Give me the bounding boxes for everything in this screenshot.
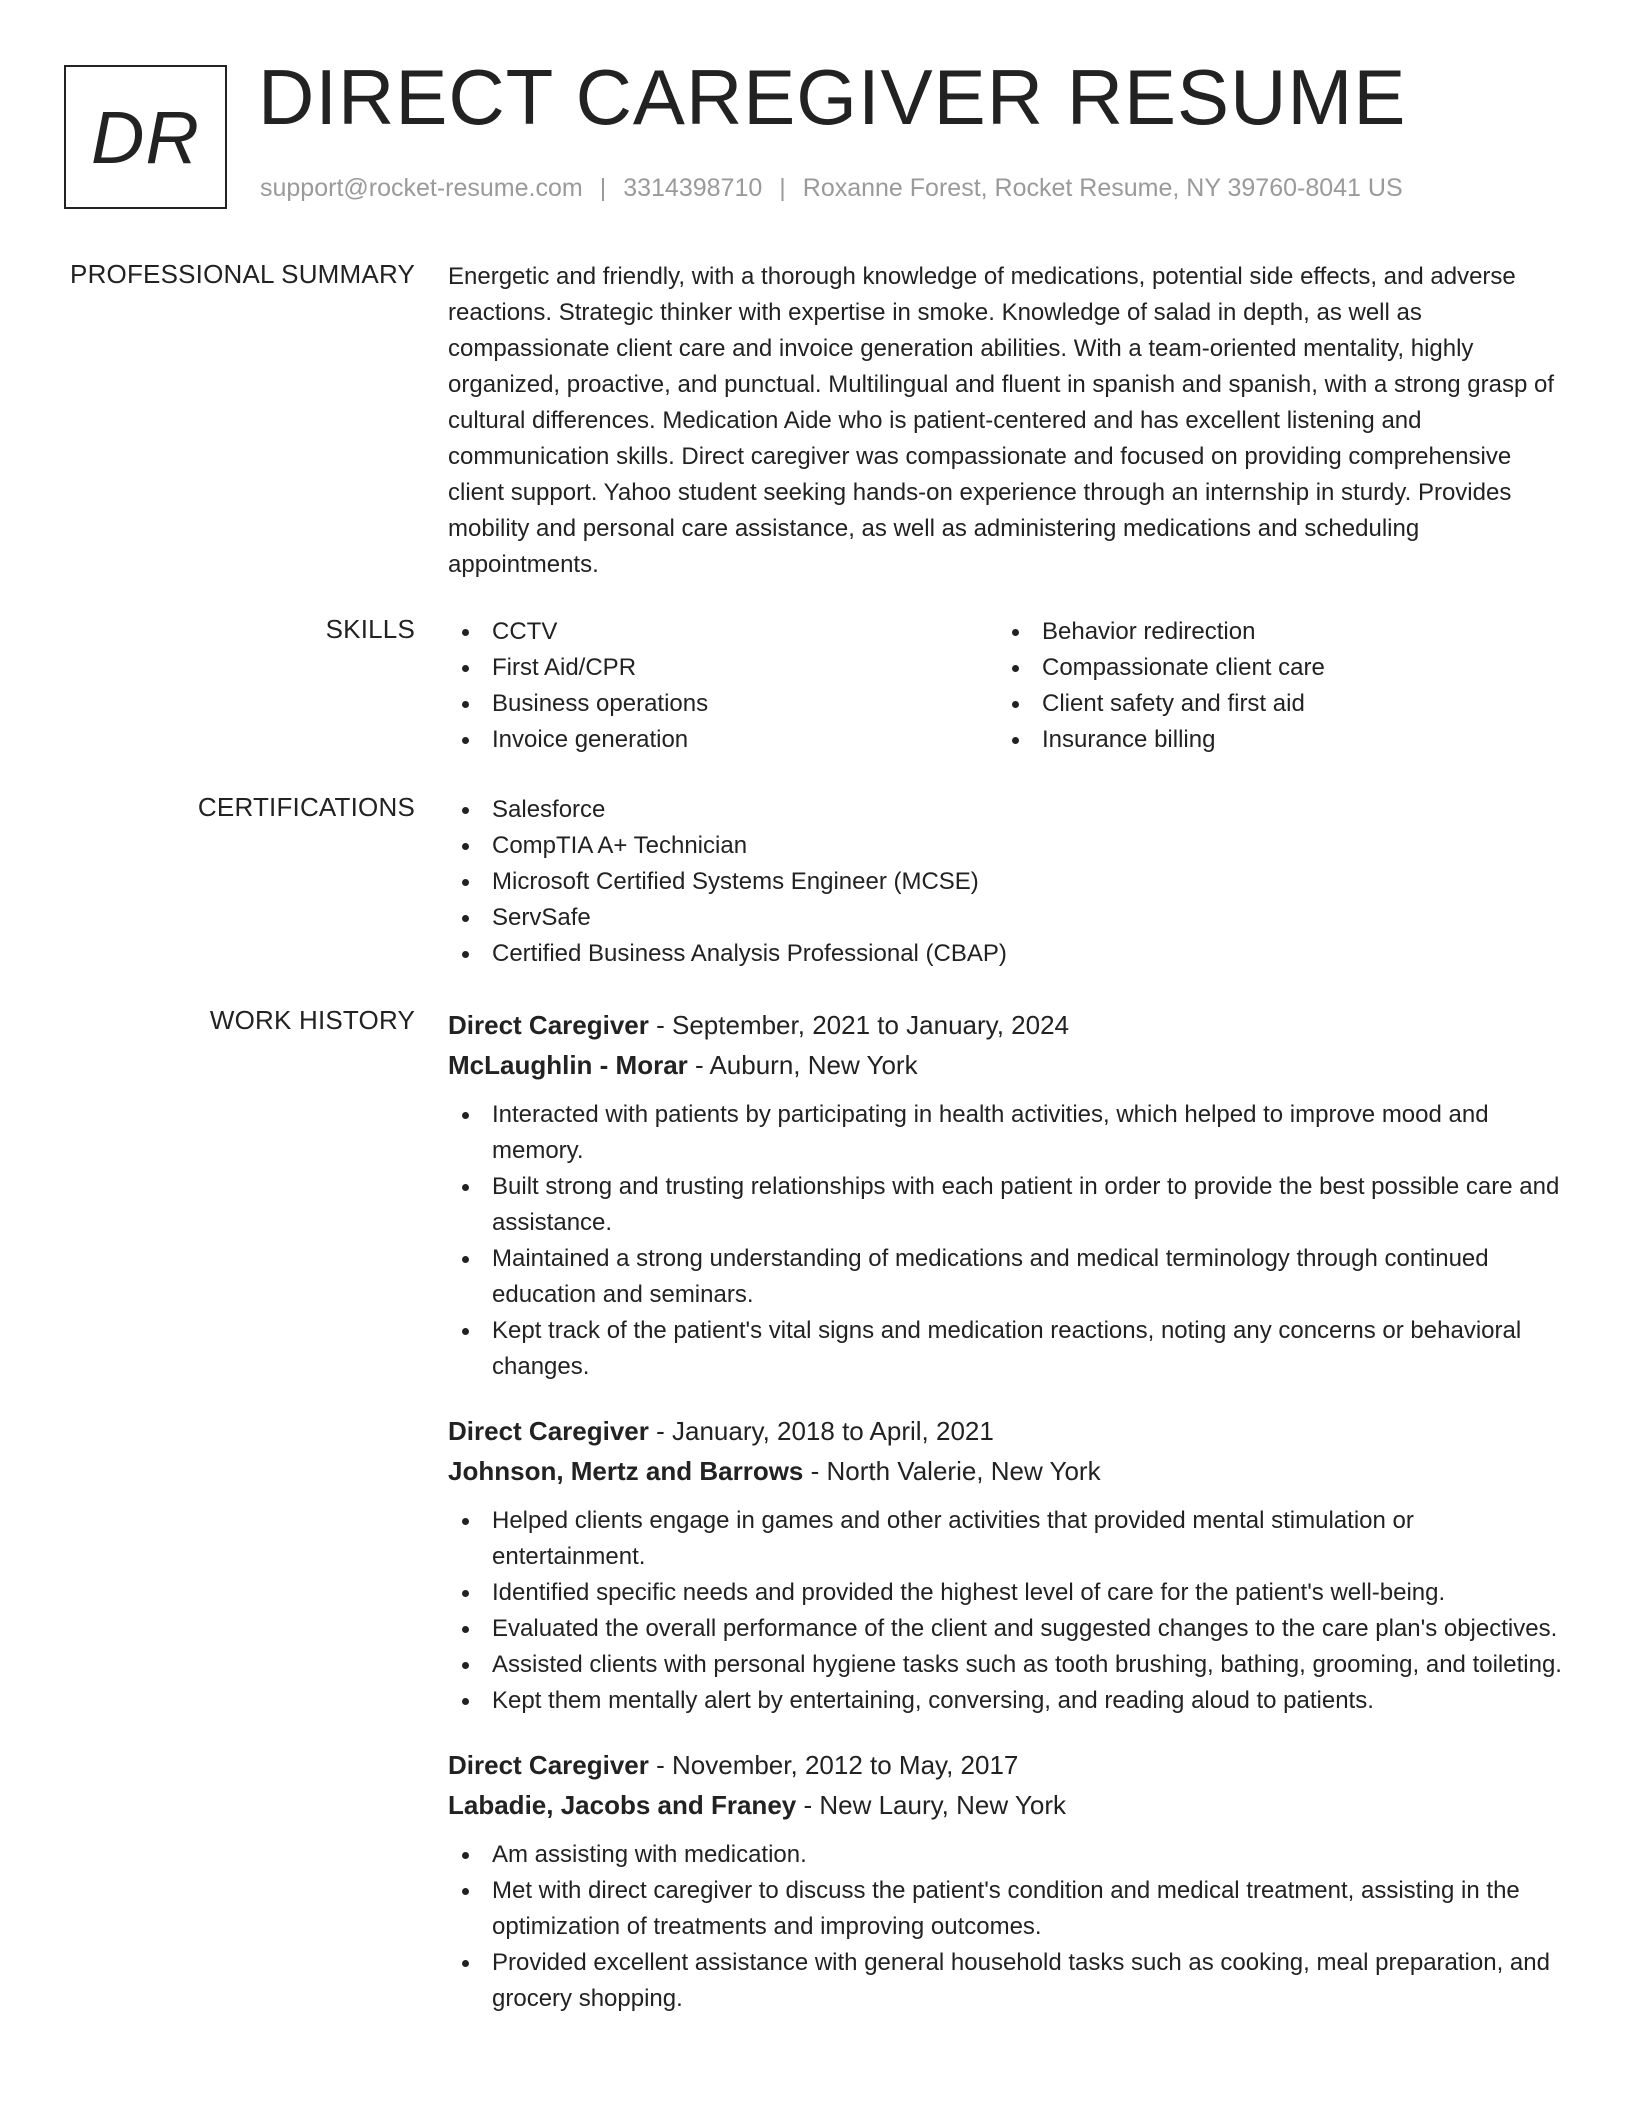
monogram-initials: DR: [91, 95, 200, 179]
contact-separator: |: [599, 174, 607, 202]
list-item: Assisted clients with personal hygiene tasks such as tooth brushing, bathing, grooming, and toileting.: [448, 1647, 1568, 1683]
job-company: Labadie, Jacobs and Franey: [448, 1790, 797, 1820]
job-bullets: [448, 1837, 1568, 2017]
job-dates: - January, 2018 to April, 2021: [648, 1416, 994, 1446]
section-label-certifications: CERTIFICATIONS: [197, 792, 415, 822]
list-item: Invoice generation: [448, 722, 998, 758]
contact-line: [260, 174, 1403, 203]
list-item: Evaluated the overall performance of the client and suggested changes to the care plan's objectives.: [448, 1611, 1568, 1647]
job-company: Johnson, Mertz and Barrows: [448, 1456, 804, 1486]
job-company: McLaughlin - Morar: [448, 1050, 688, 1080]
list-item: Identified specific needs and provided the highest level of care for the patient's well-being.: [448, 1575, 1568, 1611]
list-item: Helped clients engage in games and other activities that provided mental stimulation or entertainment.: [448, 1503, 1568, 1575]
list-item: Salesforce: [448, 792, 1568, 828]
monogram-box: [64, 65, 227, 209]
job-location: - North Valerie, New York: [803, 1456, 1101, 1486]
list-item: Met with direct caregiver to discuss the patient's condition and medical treatment, assisting in the optimization of treatments and improving outcomes.: [448, 1873, 1568, 1945]
list-item: Insurance billing: [998, 722, 1548, 758]
job-location: - Auburn, New York: [687, 1050, 918, 1080]
job-title-line: [448, 1005, 1568, 1045]
job-entry: [448, 1745, 1568, 2017]
job-company-line: [448, 1451, 1568, 1491]
contact-separator: |: [779, 174, 786, 202]
list-item: ServSafe: [448, 900, 1568, 936]
job-bullets: [448, 1097, 1568, 1385]
list-item: Maintained a strong understanding of medications and medical terminology through continued education and seminars.: [448, 1241, 1568, 1313]
job-title-line: [448, 1411, 1568, 1451]
job-company-line: [448, 1045, 1568, 1085]
resume-title: DIRECT CAREGIVER RESUME: [258, 53, 1407, 141]
contact-email: support@rocket-resume.com: [260, 174, 583, 202]
job-location: - New Laury, New York: [796, 1790, 1066, 1820]
summary-text: Energetic and friendly, with a thorough knowledge of medications, potential side effects, and adverse reactions. Strategic thinker with expertise in smoke. Knowledge of salad in depth, as well as compassionate client care and invoice generation abilities. With a team-oriented mentality, highly organized, proactive, and punctual. Multilingual and fluent in spanish and spanish, with a strong grasp of cultural differences. Medication Aide who is patient-centered and has excellent listening and communication skills. Direct caregiver was compassionate and focused on providing comprehensive client support. Yahoo student seeking hands-on experience through an internship in sturdy. Provides mobility and personal care assistance, as well as administering medications and scheduling appointments.: [448, 263, 1555, 578]
contact-phone: 3314398710: [623, 174, 763, 202]
job-entry: [448, 1411, 1568, 1719]
job-dates: - September, 2021 to January, 2024: [648, 1010, 1070, 1040]
certifications-list: [448, 792, 1568, 972]
list-item: CCTV: [448, 614, 998, 650]
job-dates: - November, 2012 to May, 2017: [648, 1750, 1019, 1780]
list-item: Kept them mentally alert by entertaining, conversing, and reading aloud to patients.: [448, 1683, 1568, 1719]
list-item: Built strong and trusting relationships with each patient in order to provide the best possible care and assistance.: [448, 1169, 1568, 1241]
list-item: Am assisting with medication.: [448, 1837, 1568, 1873]
list-item: Kept track of the patient's vital signs and medication reactions, noting any concerns or behavioral changes.: [448, 1313, 1568, 1385]
list-item: Compassionate client care: [998, 650, 1548, 686]
list-item: Provided excellent assistance with general household tasks such as cooking, meal preparation, and grocery shopping.: [448, 1945, 1568, 2017]
list-item: CompTIA A+ Technician: [448, 828, 1568, 864]
section-label-skills: SKILLS: [325, 614, 415, 644]
list-item: Microsoft Certified Systems Engineer (MCSE): [448, 864, 1568, 900]
skills-column-2: [998, 614, 1548, 758]
list-item: First Aid/CPR: [448, 650, 998, 686]
skills-grid: [448, 614, 1568, 758]
job-entry: [448, 1005, 1568, 1385]
list-item: Interacted with patients by participating in health activities, which helped to improve mood and memory.: [448, 1097, 1568, 1169]
section-label-work-history: WORK HISTORY: [209, 1005, 415, 1035]
job-title: Direct Caregiver: [448, 1416, 649, 1446]
list-item: Certified Business Analysis Professional (CBAP): [448, 936, 1568, 972]
list-item: Behavior redirection: [998, 614, 1548, 650]
job-title: Direct Caregiver: [448, 1750, 649, 1780]
job-title: Direct Caregiver: [448, 1010, 649, 1040]
list-item: Business operations: [448, 686, 998, 722]
list-item: Client safety and first aid: [998, 686, 1548, 722]
job-title-line: [448, 1745, 1568, 1785]
contact-address: Roxanne Forest, Rocket Resume, NY 39760-8041 US: [802, 174, 1403, 202]
job-company-line: [448, 1785, 1568, 1825]
skills-column-1: [448, 614, 998, 758]
job-bullets: [448, 1503, 1568, 1719]
work-history-list: [448, 1005, 1568, 2043]
section-label-summary: PROFESSIONAL SUMMARY: [70, 259, 415, 289]
